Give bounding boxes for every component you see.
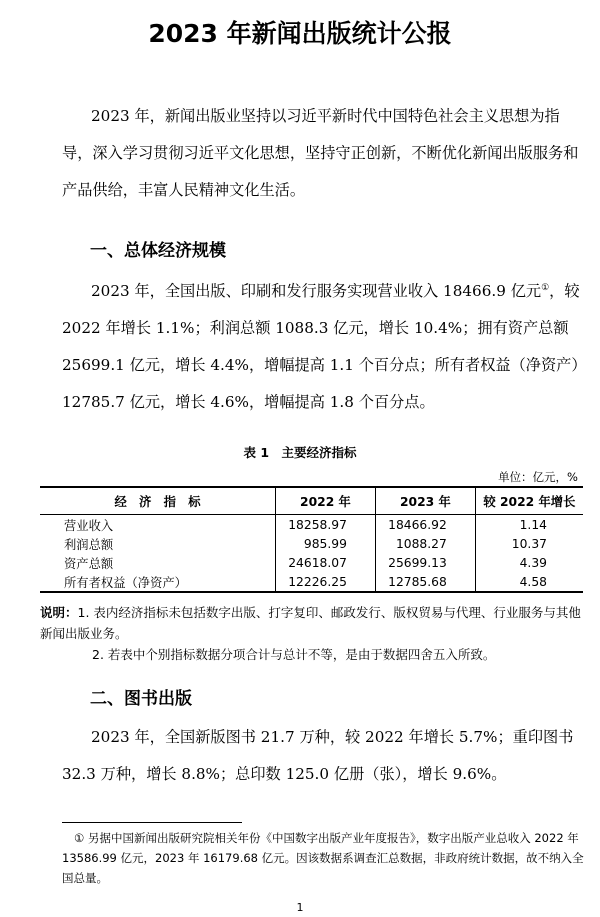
table-row [40, 572, 583, 592]
note-1 [40, 602, 588, 644]
section1-heading: 一、总体经济规模 [90, 241, 226, 261]
row-name: 所有者权益（净资产） [40, 572, 276, 592]
section1-text-b: ，较 2022 年增长 1.1%；利润总额 1088.3 亿元，增长 10.4%；拥有资产总额 25699.1 亿元，增长 4.4%，增幅提高 1.1 个百分点；所有者权益（净资产）12785.7 亿元，增长 4.6%，增幅提高 1.8 个百分点。 [62, 282, 587, 412]
notes-label: 说明： [40, 605, 78, 620]
note-2: 2. 若表中个别指标数据分项合计与总计不等，是由于数据四舍五入所致。 [92, 647, 496, 662]
row-2022-value: 985.99 [276, 534, 376, 553]
row-2023-value: 12785.68 [375, 572, 475, 592]
row-name: 营业收入 [64, 518, 114, 533]
section1-text-a: 2023 年，全国出版、印刷和发行服务实现营业收入 18466.9 亿元 [91, 282, 542, 301]
footnote-divider [62, 822, 242, 823]
row-2022-value: 12226.25 [276, 572, 376, 592]
intro-paragraph: 2023 年，新闻出版业坚持以习近平新时代中国特色社会主义思想为指导，深入学习贯彻习近平文化思想，坚持守正创新，不断优化新闻出版服务和产品供给，丰富人民精神文化生活。 [62, 107, 579, 199]
header-2023: 2023 年 [375, 487, 475, 515]
header-2022: 2022 年 [276, 487, 376, 515]
table-notes [40, 602, 588, 665]
economic-indicators-table [40, 486, 583, 593]
table-row [40, 534, 583, 553]
row-2023-value: 25699.13 [375, 553, 475, 572]
header-growth: 较 2022 年增长 [475, 487, 583, 515]
section2-paragraph: 2023 年，全国新版图书 21.7 万种，较 2022 年增长 5.7%；重印图书 32.3 万种，增长 8.8%；总印数 125.0 亿册（张），增长 9.6%。 [62, 728, 574, 783]
table-caption: 表 1 主要经济指标 [243, 445, 357, 460]
row-name: 利润总额 [64, 537, 114, 552]
row-2022-value: 18258.97 [276, 515, 376, 535]
footnote-marker: ① [541, 283, 550, 293]
footnote: ① 另据中国新闻出版研究院相关年份《中国数字出版产业年度报告》，数字出版产业总收入 2022 年 13586.99 亿元，2023 年 16179.68 亿元。因该数据系调查汇总数据，非政府统计数据，故不纳入全国总量。 [62, 831, 584, 885]
header-indicator: 经 济 指 标 [40, 487, 276, 515]
note-1-text: 1. 表内经济指标未包括数字出版、打字复印、邮政发行、版权贸易与代理、行业服务与其他新闻出版业务。 [40, 605, 581, 641]
row-2022-value: 24618.07 [276, 553, 376, 572]
table-header-row [40, 487, 583, 515]
table-row [40, 553, 583, 572]
table-row [40, 515, 583, 535]
row-growth-value: 1.14 [475, 515, 583, 535]
row-2023-value: 18466.92 [375, 515, 475, 535]
row-name: 资产总额 [64, 556, 114, 571]
section2-heading: 二、图书出版 [90, 689, 192, 709]
section1-paragraph [62, 270, 590, 421]
row-growth-value: 4.39 [475, 553, 583, 572]
table-unit: 单位：亿元，% [498, 470, 578, 484]
document-title: 2023 年新闻出版统计公报 [148, 19, 452, 48]
row-growth-value: 4.58 [475, 572, 583, 592]
page-number: 1 [296, 901, 304, 914]
row-2023-value: 1088.27 [375, 534, 475, 553]
row-growth-value: 10.37 [475, 534, 583, 553]
